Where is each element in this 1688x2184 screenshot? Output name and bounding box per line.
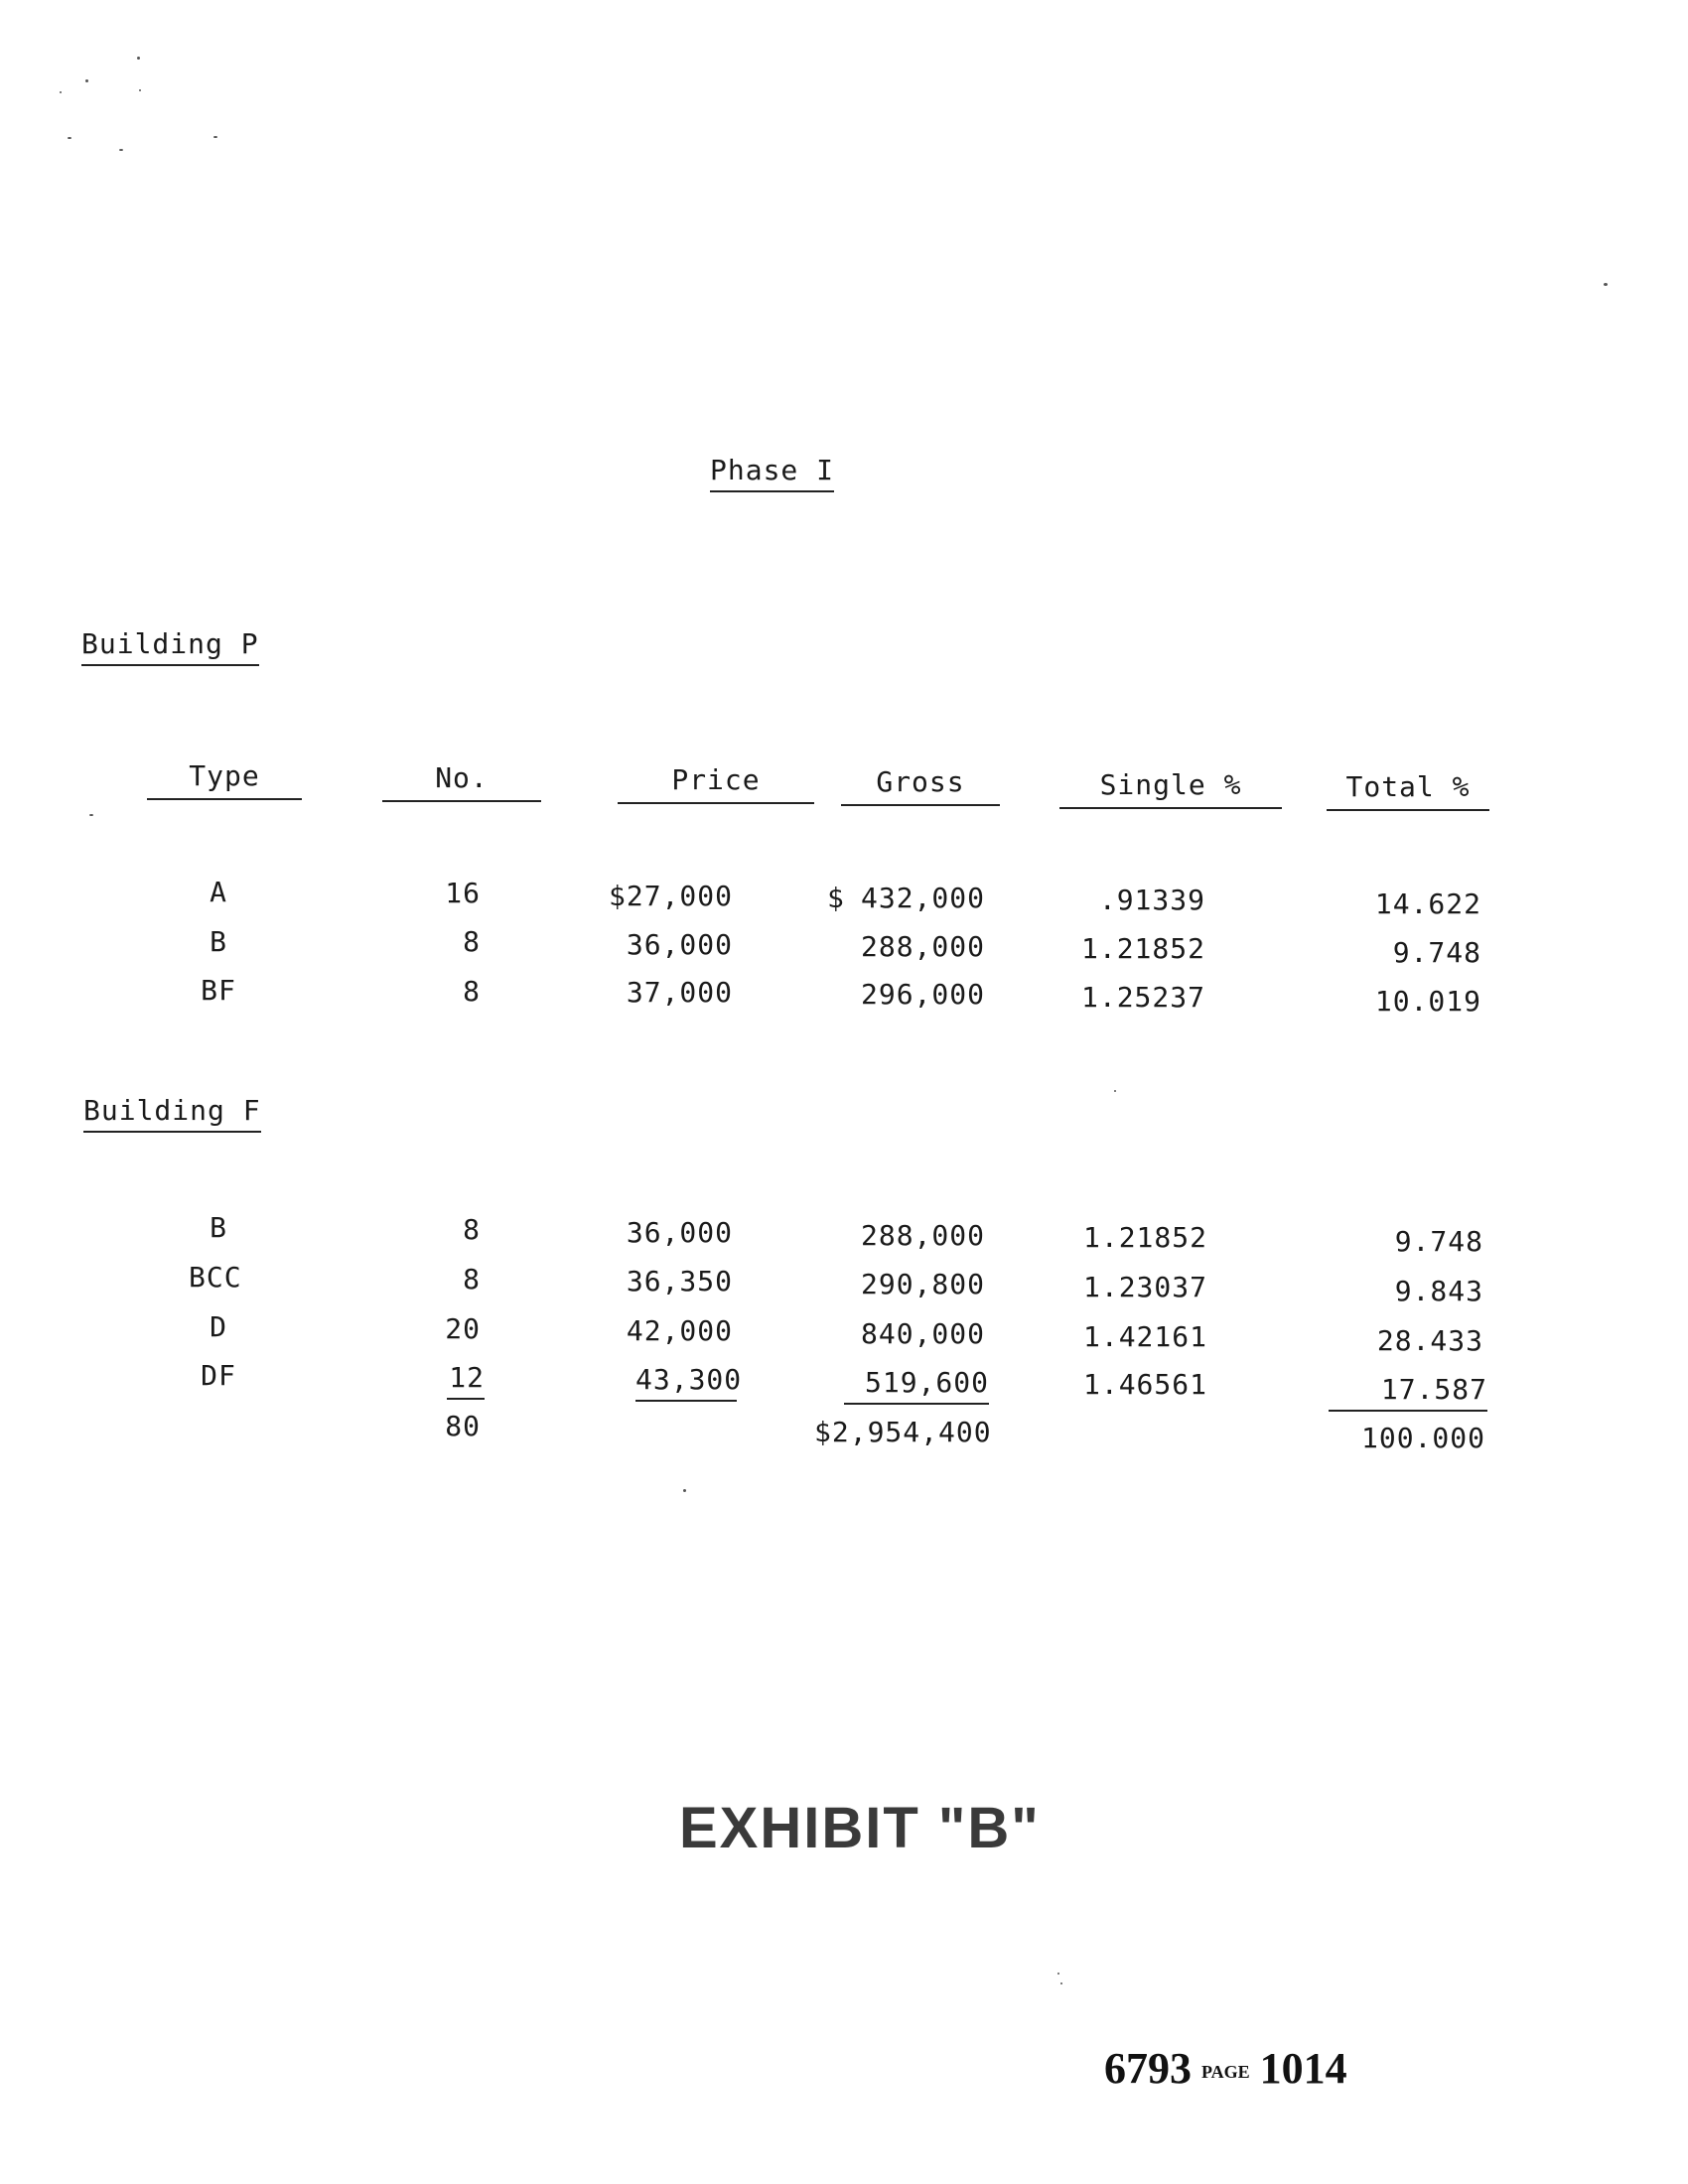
row-no: 8: [463, 975, 481, 1008]
book-number: 6793: [1104, 2044, 1192, 2093]
row-price: 36,000: [626, 1216, 733, 1249]
row-gross: 840,000: [860, 1317, 985, 1350]
section-heading-building-f: Building F: [83, 1094, 261, 1133]
row-gross: 432,000: [860, 882, 985, 914]
section-heading-building-p: Building P: [81, 627, 259, 666]
row-total-pct: 10.019: [1374, 985, 1481, 1018]
row-single-pct: 1.25237: [1080, 981, 1205, 1014]
row-gross: 519,600: [844, 1366, 989, 1405]
book-page-stamp: [1104, 2043, 1347, 2094]
row-no: 8: [463, 1263, 481, 1296]
row-gross: 290,800: [860, 1268, 985, 1300]
row-gross: 288,000: [860, 930, 985, 963]
row-price: 43,300: [635, 1363, 737, 1402]
col-header-total-pct: Total %: [1327, 770, 1489, 811]
row-gross: 288,000: [860, 1219, 985, 1252]
row-single-pct: 1.23037: [1082, 1271, 1207, 1303]
row-no: 12: [447, 1361, 485, 1400]
row-price: $27,000: [608, 880, 733, 912]
row-no: 16: [445, 877, 481, 909]
row-type: A: [210, 876, 227, 908]
row-type: DF: [201, 1359, 236, 1392]
row-type: BCC: [189, 1261, 242, 1294]
row-total-pct: 17.587: [1329, 1373, 1487, 1412]
row-price: 42,000: [626, 1314, 733, 1347]
row-total-pct: 28.433: [1376, 1324, 1483, 1357]
page-title: Phase I: [710, 454, 834, 492]
col-header-single-pct: Single %: [1059, 768, 1282, 809]
row-single-pct: 1.21852: [1082, 1221, 1207, 1254]
col-header-price: Price: [618, 763, 814, 804]
total-gross: $2,954,400: [814, 1416, 992, 1448]
page-number: 1014: [1259, 2044, 1347, 2093]
row-no: 8: [463, 925, 481, 958]
row-single-pct: 1.21852: [1080, 932, 1205, 965]
total-pct-sum: 100.000: [1360, 1422, 1485, 1454]
row-type: B: [210, 925, 227, 958]
col-header-no: No.: [382, 761, 541, 802]
exhibit-stamp: EXHIBIT "B": [679, 1796, 1041, 1860]
total-no: 80: [445, 1410, 481, 1442]
row-total-pct: 14.622: [1374, 887, 1481, 920]
row-no: 8: [463, 1213, 481, 1246]
page-label: PAGE: [1201, 2062, 1250, 2083]
row-no: 20: [445, 1312, 481, 1345]
row-price: 36,350: [626, 1265, 733, 1297]
row-gross: 296,000: [860, 978, 985, 1011]
row-total-pct: 9.748: [1392, 936, 1481, 969]
col-header-type: Type: [147, 759, 302, 800]
row-single-pct: .91339: [1098, 884, 1205, 916]
row-single-pct: 1.46561: [1082, 1368, 1207, 1401]
row-gross-dollar-sign: $: [827, 882, 845, 914]
row-total-pct: 9.843: [1394, 1275, 1483, 1307]
row-type: D: [210, 1310, 227, 1343]
row-price: 37,000: [626, 976, 733, 1009]
row-price: 36,000: [626, 928, 733, 961]
row-single-pct: 1.42161: [1082, 1320, 1207, 1353]
col-header-gross: Gross: [841, 765, 1000, 806]
row-type: B: [210, 1211, 227, 1244]
row-type: BF: [201, 974, 236, 1007]
row-total-pct: 9.748: [1394, 1225, 1483, 1258]
